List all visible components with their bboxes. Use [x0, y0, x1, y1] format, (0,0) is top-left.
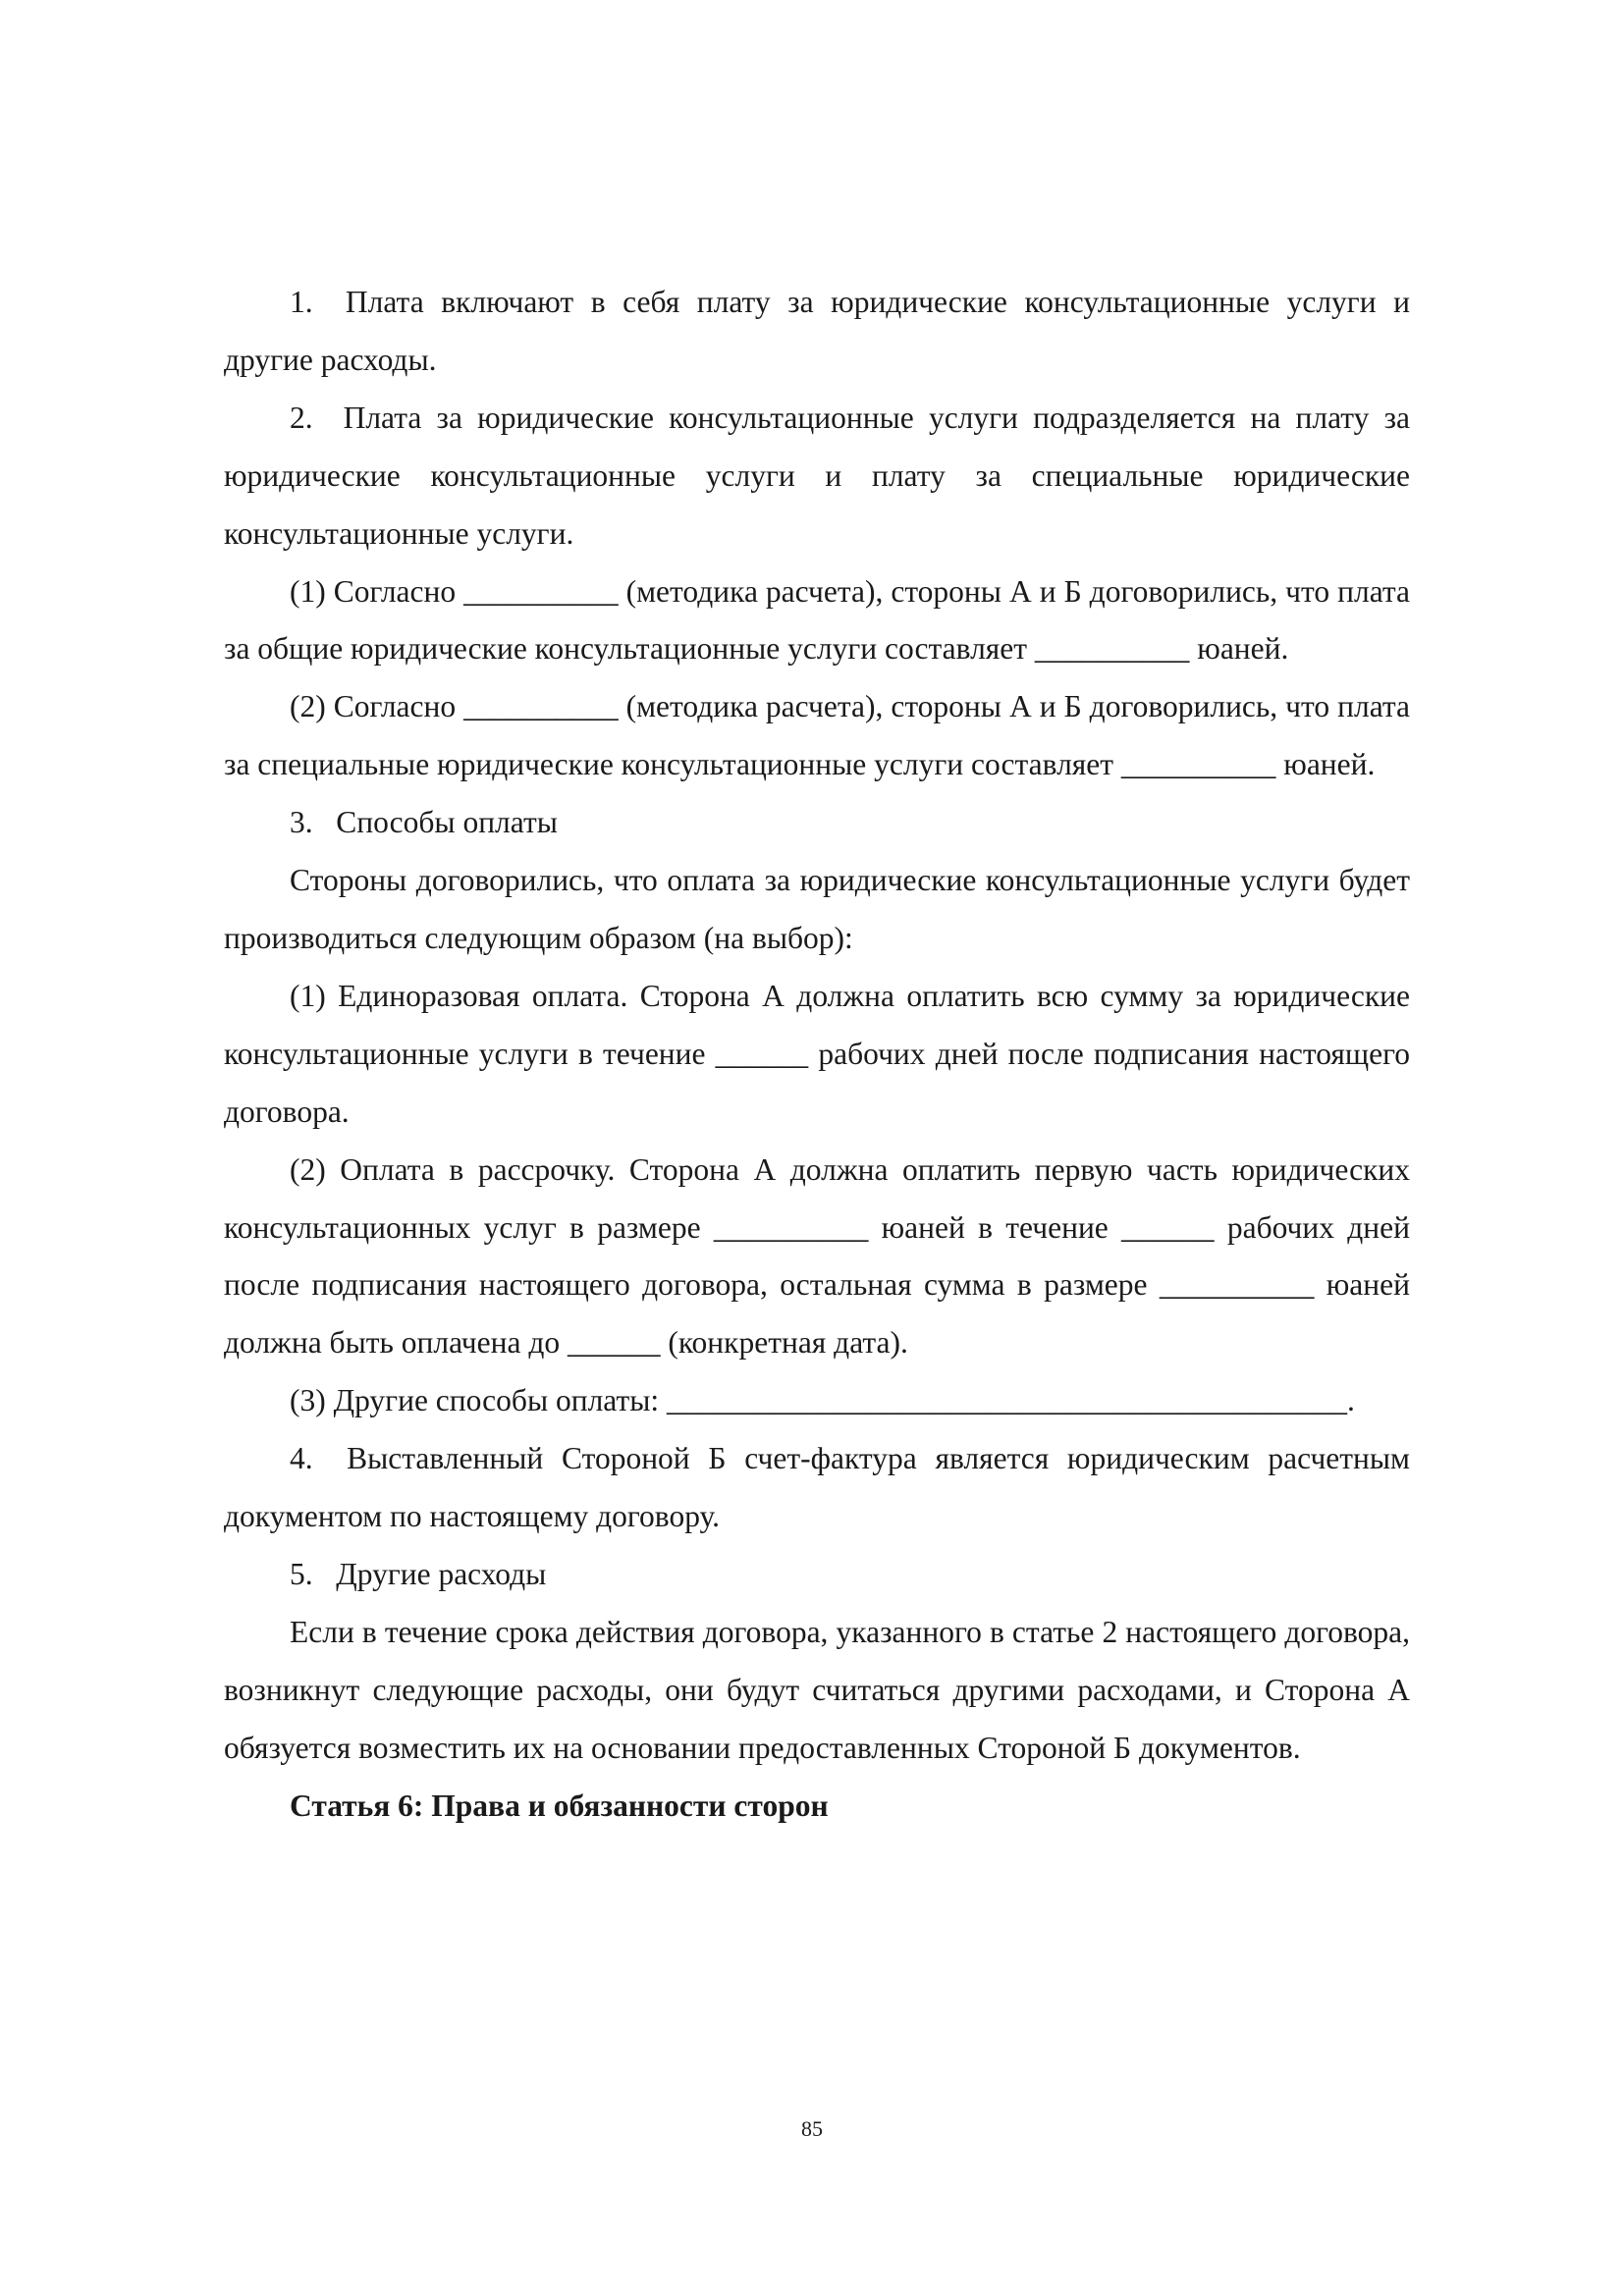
paragraph-fee-division: 2. Плата за юридические консультационные услуги подразделяется на плату за юридические консультационные услуги и плату за специальные юридические консультационные услуги.	[224, 400, 1410, 551]
paragraph-payment-methods-title: 3. Способы оплаты	[290, 805, 558, 840]
paragraph-installments: (2) Оплата в рассрочку. Сторона А должна оплатить первую часть юридических консультационных услуг в размере __________ юаней в течение ______ рабочих дней после подписания настоящего договора, остальная сумма в размере __________ юаней должна быть оплачена до ______ (конкретная дата).	[224, 1151, 1410, 1361]
paragraph-general-fee: (1) Согласно __________ (методика расчета), стороны А и Б договорились, что плата за общие юридические консультационные услуги составляет __________ юаней.	[224, 573, 1410, 667]
paragraph-other-expenses: Если в течение срока действия договора, указанного в статье 2 настоящего договора, возникнут следующие расходы, они будут считаться другими расходами, и Сторона А обязуется возместить их на основании предоставленных Стороной Б документов.	[224, 1614, 1410, 1765]
page-number: 85	[801, 2116, 823, 2141]
paragraph-fee-composition: 1. Плата включают в себя плату за юридические консультационные услуги и другие расходы.	[224, 285, 1410, 377]
paragraph-payment-agreement: Стороны договорились, что оплата за юридические консультационные услуги будет производиться следующим образом (на выбор):	[224, 863, 1410, 955]
page-body	[224, 274, 1410, 1835]
paragraph-special-fee: (2) Согласно __________ (методика расчета), стороны А и Б договорились, что плата за специальные юридические консультационные услуги составляет __________ юаней.	[224, 689, 1410, 782]
article-heading: Статья 6: Права и обязанности сторон	[290, 1788, 829, 1823]
paragraph-lump-sum: (1) Единоразовая оплата. Сторона А должна оплатить всю сумму за юридические консультационные услуги в течение ______ рабочих дней после подписания настоящего договора.	[224, 978, 1410, 1129]
paragraph-other-expenses-title: 5. Другие расходы	[290, 1556, 547, 1591]
paragraph-other-methods: (3) Другие способы оплаты: ____________________________________________.	[290, 1383, 1355, 1418]
paragraph-invoice: 4. Выставленный Стороной Б счет-фактура является юридическим расчетным документом по настоящему договору.	[224, 1441, 1410, 1534]
